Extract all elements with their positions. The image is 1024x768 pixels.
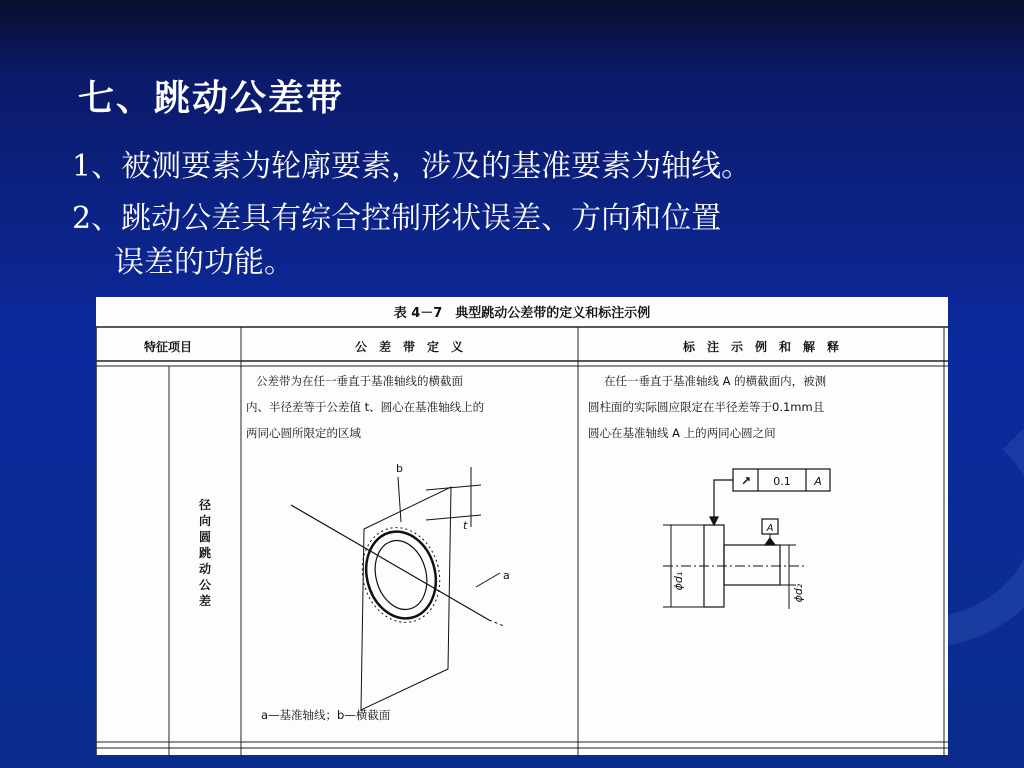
svg-text:跳: 跳 — [198, 546, 212, 560]
figure-label-a: a — [503, 569, 510, 582]
figure-label-t: t — [463, 519, 468, 532]
bullet-point-2-line1: 2、跳动公差具有综合控制形状误差、方向和位置 — [72, 201, 722, 236]
tolerance-zone-figure — [291, 467, 504, 710]
shaft-small-section — [724, 545, 780, 585]
svg-text:公: 公 — [198, 578, 212, 592]
zone-extension-2 — [426, 515, 481, 520]
svg-text:径: 径 — [198, 498, 212, 512]
leader-b — [398, 477, 401, 522]
bullet-point-2-line2: 误差的功能。 — [114, 245, 294, 280]
svg-text:向: 向 — [198, 514, 212, 528]
example-line-3: 圆心在基准轴线 A 上的两同心圆之间 — [588, 426, 776, 440]
table-caption: 表 4－7 典型跳动公差带的定义和标注示例 — [393, 306, 651, 321]
row-label-radial-runout — [198, 497, 211, 608]
example-line-1: 在任一垂直于基准轴线 A 的横截面内，被测 — [604, 374, 827, 388]
header-definition: 公 差 带 定 义 — [354, 340, 464, 354]
figure-label-b: b — [396, 462, 403, 475]
bullet-point-1: 1、被测要素为轮廓要素，涉及的基准要素为轴线。 — [72, 149, 752, 184]
svg-text:圆: 圆 — [198, 530, 212, 544]
header-feature: 特征项目 — [143, 340, 193, 354]
dim-label-d1: ϕd₁ — [672, 571, 685, 591]
tolerance-table — [96, 297, 948, 755]
leader-a — [476, 573, 500, 587]
scanned-table-image — [96, 297, 948, 755]
datum-marker-label: A — [766, 523, 774, 534]
definition-caption: a—基准轴线；b—横截面 — [261, 708, 391, 722]
header-example: 标 注 示 例 和 解 释 — [682, 340, 840, 354]
example-line-2: 圆柱面的实际圆应限定在半径差等于0.1mm且 — [588, 400, 825, 414]
definition-line-1: 公差带为在任一垂直于基准轴线的横截面 — [256, 374, 463, 388]
slide-title: 七、跳动公差带 — [78, 77, 345, 119]
frame-symbol: ↗ — [740, 474, 752, 488]
frame-value: 0.1 — [773, 475, 791, 488]
axis-hidden-segment — [489, 620, 504, 626]
svg-text:动: 动 — [198, 562, 212, 576]
dim-label-d2: ϕd₂ — [792, 583, 805, 603]
definition-line-2: 内、半径差等于公差值 t、圆心在基准轴线上的 — [246, 400, 485, 414]
zone-extension-1 — [426, 485, 481, 490]
definition-line-3: 两同心圆所限定的区域 — [246, 426, 361, 440]
svg-text:差: 差 — [198, 594, 212, 608]
outer-circle — [357, 524, 445, 627]
frame-datum: A — [814, 475, 822, 488]
bullet-point-2 — [72, 197, 952, 285]
